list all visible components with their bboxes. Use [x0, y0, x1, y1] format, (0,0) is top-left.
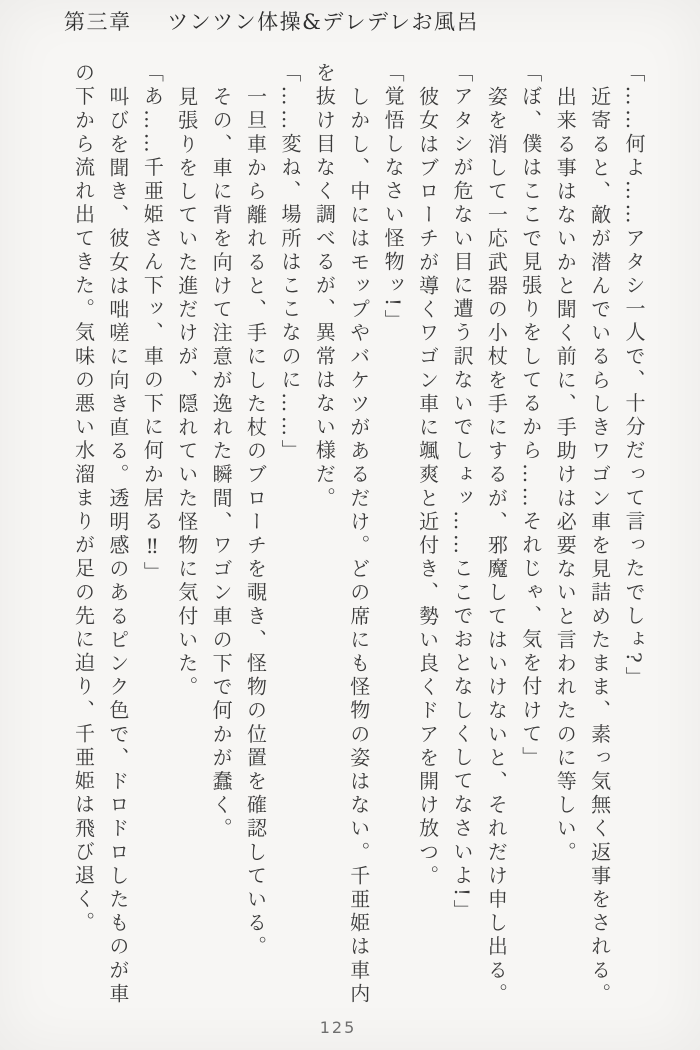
paragraph: 見張りをしていた進だけが、隠れていた怪物に気付いた。 [174, 85, 199, 700]
paragraph: 叫びを聞き、彼女は咄嗟に向き直る。透明感のあるピンク色で、ドロドロしたものが車の下から流れ出てきた。気味の悪い水溜まりが足の先に迫り、千亜姫は飛び退く。 [71, 62, 130, 1006]
paragraph: 「……何よ……アタシ一人で、十分だって言ったでしょ?」 [622, 62, 646, 690]
chapter-title: ツンツン体操&デレデレお風呂 [167, 10, 480, 34]
paragraph: 「ぼ、僕はここで見張りをしてるから……それじゃ、気を付けて」 [518, 62, 543, 770]
paragraph: 「アタシが危ない目に遭う訳ないでしょッ……ここでおとなしくしてなさいよ!」 [449, 62, 474, 924]
paragraph: 一旦車から離れると、手にした杖のブローチを覗き、怪物の位置を確認している。 [243, 85, 268, 959]
paragraph: しかし、中にはモップやバケツがあるだけ。どの席にも怪物の姿はない。千亜姫は車内を抜け目なく調べるが、異常はない様だ。 [312, 62, 371, 1006]
paragraph: 姿を消して一応武器の小杖を手にするが、邪魔してはいけないと、それだけ申し出る。 [484, 85, 509, 1006]
body-text [39, 62, 651, 1010]
paragraph: 彼女はブローチが導くワゴン車に颯爽と近付き、勢い良くドアを開け放つ。 [415, 85, 440, 888]
paragraph: 出来る事はないかと聞く前に、手助けは必要ないと言われたのに等しい。 [553, 85, 578, 865]
page-number: 125 [319, 1018, 357, 1037]
paragraph: 「……変ね、場所はここなのに……」 [277, 62, 302, 464]
paragraph: 近寄ると、敵が潜んでいるらしきワゴン車を見詰めたまま、素っ気無く返事をされる。 [587, 85, 612, 1006]
paragraph: 「あ……千亜姫さん下ッ、車の下に何か居る‼」 [140, 62, 165, 586]
paragraph: その、車に背を向けて注意が逸れた瞬間、ワゴン車の下で何かが蠢く。 [209, 85, 234, 841]
chapter-number: 第三章 [64, 10, 132, 34]
paragraph: 「覚悟しなさい怪物ッ!」 [381, 62, 406, 334]
chapter-header [64, 6, 479, 36]
